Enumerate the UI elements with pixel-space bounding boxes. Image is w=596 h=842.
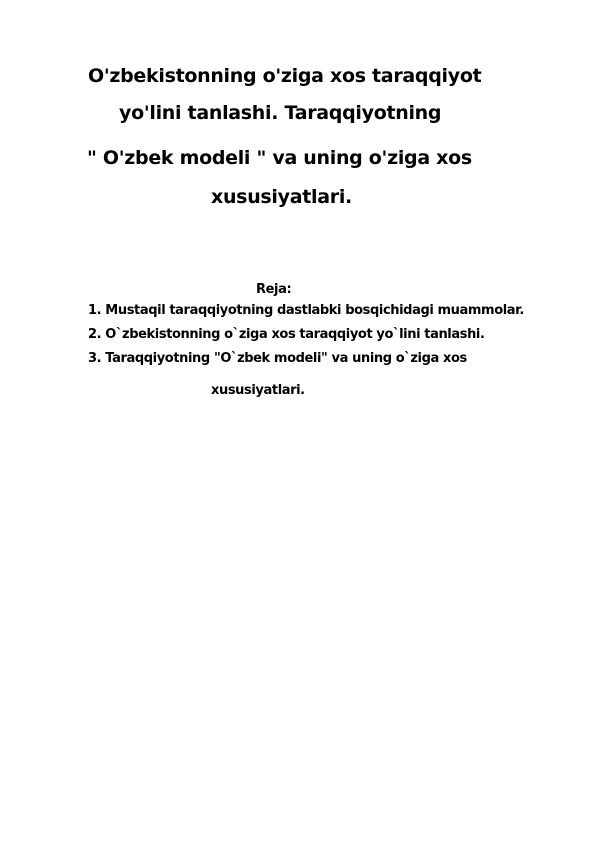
plan-item-1: 1. Mustaqil taraqqiyotning dastlabki bosqichidagi muammolar. [88, 303, 524, 318]
plan-item-3: 3. Taraqqiyotning "O`zbek modeli" va uning o`ziga xos [88, 351, 467, 366]
plan-item-3-continuation: xususiyatlari. [211, 383, 305, 398]
title-line-3: " O'zbek modeli " va uning o'ziga xos [87, 147, 472, 169]
title-line-2: yo'lini tanlashi. Taraqqiyotning [119, 102, 442, 124]
title-line-1: O'zbekistonning o'ziga xos taraqqiyot [88, 65, 482, 87]
title-line-4: xususiyatlari. [211, 186, 352, 208]
plan-heading: Reja: [256, 282, 292, 297]
plan-item-2: 2. O`zbekistonning o`ziga xos taraqqiyot yo`lini tanlashi. [88, 327, 485, 342]
